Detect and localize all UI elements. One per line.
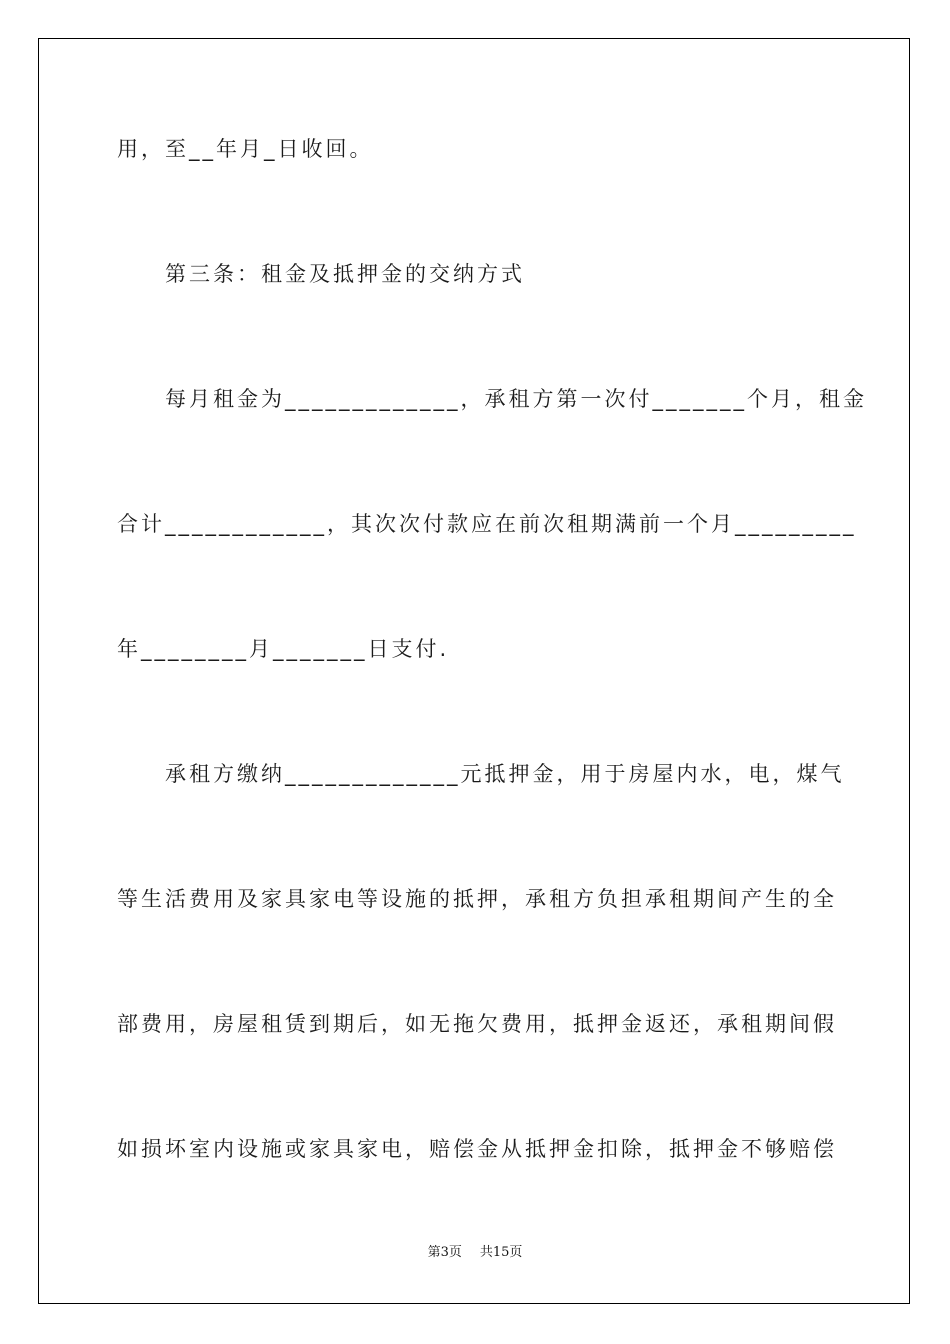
text-line-6: 承租方缴纳_____________元抵押金，用于房屋内水，电，煤气 — [165, 762, 845, 786]
page-border — [38, 38, 910, 1304]
current-page-label: 第3页 — [427, 1245, 462, 1260]
text-line-5: 年________月_______日支付. — [117, 637, 450, 661]
total-pages-label: 共15页 — [479, 1245, 523, 1260]
text-line-4: 合计____________，其次次付款应在前次租期满前一个月_________ — [117, 512, 857, 536]
text-line-3: 每月租金为_____________，承租方第一次付_______个月，租金 — [165, 387, 867, 411]
text-line-1: 用，至__年月_日收回。 — [117, 137, 374, 161]
text-line-2: 第三条：租金及抵押金的交纳方式 — [165, 262, 525, 286]
text-line-7: 等生活费用及家具家电等设施的抵押，承租方负担承租期间产生的全 — [117, 887, 837, 911]
text-line-8: 部费用，房屋租赁到期后，如无拖欠费用，抵押金返还，承租期间假 — [117, 1012, 837, 1036]
text-line-9: 如损坏室内设施或家具家电，赔偿金从抵押金扣除，抵押金不够赔偿 — [117, 1137, 837, 1161]
page-footer — [0, 1244, 950, 1262]
